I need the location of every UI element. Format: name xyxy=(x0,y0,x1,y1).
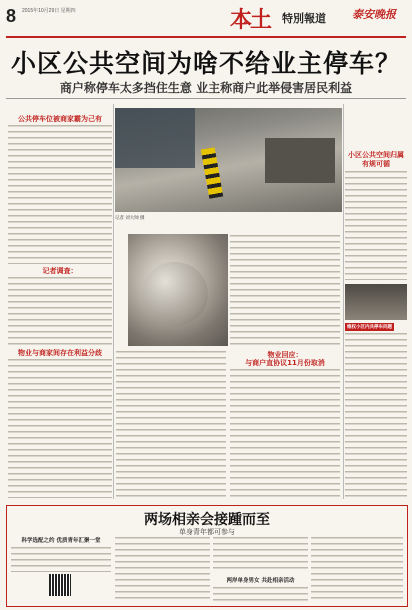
story-subhead-right: 两岸单身男女 共赴相亲活动 xyxy=(226,578,295,584)
story-title: 两场相亲会接踵而至 xyxy=(144,512,270,528)
left-text-block-2 xyxy=(8,276,112,346)
right-text-block-1 xyxy=(345,170,407,280)
section-name: 特別報道 xyxy=(282,13,326,25)
qr-code xyxy=(49,574,71,596)
newspaper-brand: 泰安晚报 xyxy=(352,8,396,21)
story-text-1 xyxy=(11,546,111,572)
column-separator xyxy=(343,104,344,499)
middle-subhead: 物业回应： xyxy=(267,351,303,359)
story-subtitle: 单身青年都可参与 xyxy=(179,528,235,536)
section-logo: 本土 xyxy=(230,7,271,33)
left-subhead-3: 物业与商家间存在利益分歧 xyxy=(18,349,102,357)
right-text-block-2 xyxy=(345,332,407,498)
page-number: 8 xyxy=(6,6,17,26)
stone-ball-photo xyxy=(128,234,228,346)
story-text-4 xyxy=(213,586,308,602)
sub-headline: 商户称停车太多挡住生意 业主称商户此举侵害居民利益 xyxy=(59,81,353,95)
middle-text-block-1 xyxy=(230,234,340,346)
left-subhead-2: 记者调查： xyxy=(42,267,78,275)
story-text-5 xyxy=(311,536,403,602)
photo-caption: 记者 刘大帅 摄 xyxy=(115,215,145,220)
middle-text-block-3 xyxy=(230,368,340,498)
middle-subhead-2: 与商户直协议11月份取消 xyxy=(245,359,325,367)
divider xyxy=(6,98,406,99)
left-text-block-1 xyxy=(8,124,112,264)
main-headline: 小区公共空间为啥不给业主停车？ xyxy=(10,49,401,78)
story-text-2 xyxy=(115,536,210,602)
middle-text-block-2 xyxy=(116,350,226,498)
dating-event-story xyxy=(6,505,408,607)
header-info: 2015年10月29日 星期四 xyxy=(22,8,76,14)
page-header xyxy=(6,4,406,38)
right-title: 小区公共空间归属 xyxy=(348,151,404,159)
right-photo xyxy=(345,284,407,320)
left-text-block-3 xyxy=(8,358,112,498)
story-text-3 xyxy=(213,536,308,572)
parking-lot-photo xyxy=(115,108,342,212)
story-subhead-left: 科学选配之约 优质青年汇聚一堂 xyxy=(21,538,101,544)
right-badge: 维权小区内共停车问题 xyxy=(347,324,392,329)
right-title-2: 有规可循 xyxy=(362,160,390,168)
left-subhead-1: 公共停车位被商家霸为己有 xyxy=(18,115,102,123)
column-separator xyxy=(113,104,114,499)
